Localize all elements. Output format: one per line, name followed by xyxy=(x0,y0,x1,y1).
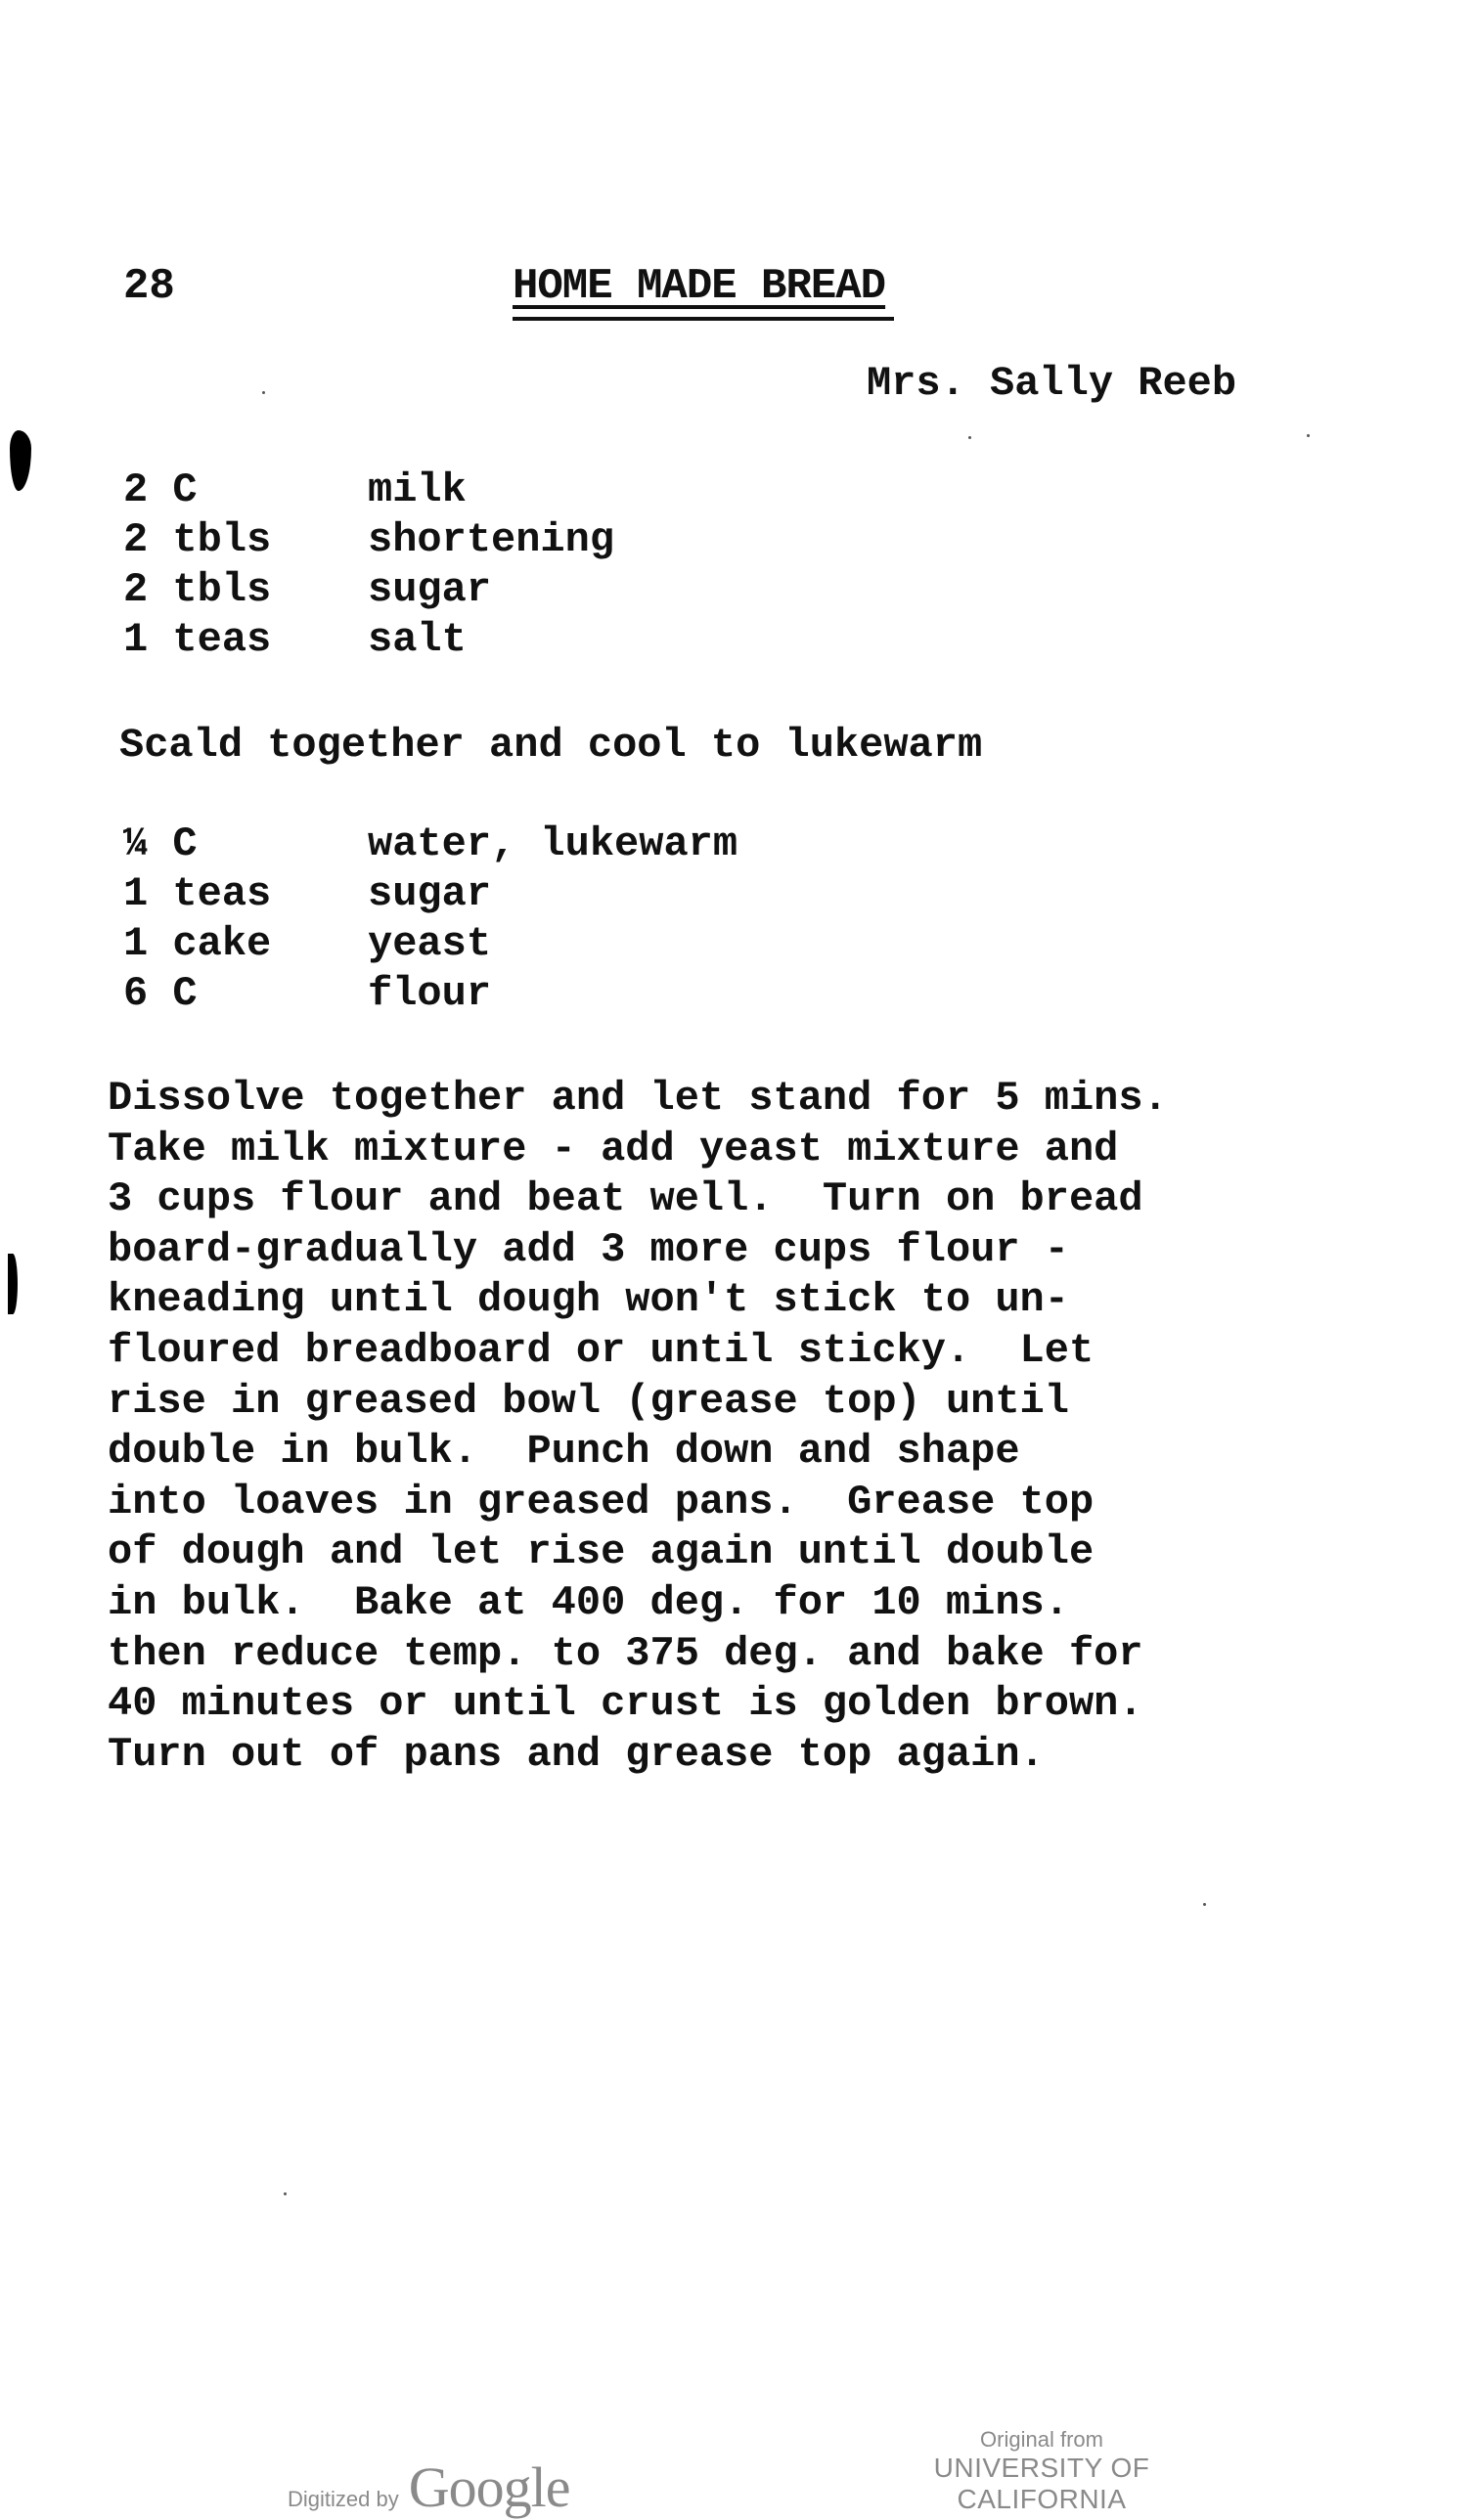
ingredient-name: salt xyxy=(368,616,467,663)
instruction-line: Dissolve together and let stand for 5 mins. xyxy=(108,1075,1168,1122)
ingredient-row xyxy=(123,919,738,969)
ingredient-name: yeast xyxy=(368,920,492,967)
ingredient-name: sugar xyxy=(368,870,492,917)
instruction-line: rise in greased bowl (grease top) until xyxy=(108,1377,1069,1425)
speck xyxy=(1203,1903,1206,1906)
instruction-line: floured breadboard or until sticky. Let xyxy=(108,1326,1095,1374)
speck xyxy=(284,2192,287,2195)
instruction-line: kneading until dough won't stick to un- xyxy=(108,1276,1069,1324)
ingredient-name: sugar xyxy=(368,566,492,613)
google-logo: Google xyxy=(408,2455,570,2519)
instruction-line: in bulk. Bake at 400 deg. for 10 mins. xyxy=(108,1578,1069,1626)
speck xyxy=(968,436,971,439)
ingredient-row xyxy=(123,515,614,565)
title-underline xyxy=(513,317,894,321)
university-label: UNIVERSITY OF CALIFORNIA xyxy=(933,2453,1150,2514)
instruction-line: board-gradually add 3 more cups flour - xyxy=(108,1225,1069,1273)
recipe-title: HOME MADE BREAD xyxy=(513,262,886,311)
instruction-line: Take milk mixture - add yeast mixture and xyxy=(108,1125,1119,1172)
instruction-line: double in bulk. Punch down and shape xyxy=(108,1428,1020,1476)
ingredient-row xyxy=(123,869,738,919)
ingredient-list-yeast xyxy=(123,819,738,1019)
step-text: Scald together and cool to lukewarm xyxy=(119,722,983,769)
page-number: 28 xyxy=(123,262,175,311)
ingredient-quantity: 1 cake xyxy=(123,920,272,967)
instructions-paragraph xyxy=(108,1074,1223,1780)
ingredient-row xyxy=(123,465,614,515)
instruction-line: into loaves in greased pans. Grease top xyxy=(108,1478,1095,1525)
ingredient-quantity: 1 teas xyxy=(123,616,272,663)
instruction-line: 3 cups flour and beat well. Turn on bread xyxy=(108,1175,1143,1223)
digitized-by-label: Digitized by xyxy=(288,2487,399,2511)
ingredient-row xyxy=(123,819,738,869)
instruction-line: 40 minutes or until crust is golden brown. xyxy=(108,1680,1143,1728)
ingredient-row xyxy=(123,615,614,665)
ingredient-name: shortening xyxy=(368,516,615,563)
ingredient-name: milk xyxy=(368,466,467,513)
ingredient-row xyxy=(123,969,738,1019)
ingredient-quantity: 1 teas xyxy=(123,870,272,917)
ingredient-list-milk xyxy=(123,465,614,665)
instruction-line: Turn out of pans and grease top again. xyxy=(108,1730,1045,1778)
instruction-line: of dough and let rise again until double xyxy=(108,1528,1095,1576)
ingredient-quantity: 2 C xyxy=(123,466,198,513)
digitized-by-watermark xyxy=(288,2454,569,2520)
ink-blot xyxy=(10,430,31,491)
ink-blot xyxy=(8,1254,18,1314)
speck xyxy=(1307,434,1310,437)
ingredient-name: flour xyxy=(368,970,492,1017)
ingredient-name: water, lukewarm xyxy=(368,820,738,867)
original-from-label: Original from xyxy=(980,2427,1103,2452)
ingredient-row xyxy=(123,565,614,615)
ingredient-quantity: ¼ C xyxy=(123,820,198,867)
speck xyxy=(262,391,265,394)
ingredient-quantity: 2 tbls xyxy=(123,516,272,563)
ingredient-quantity: 2 tbls xyxy=(123,566,272,613)
recipe-author: Mrs. Sally Reeb xyxy=(867,360,1237,407)
instruction-line: then reduce temp. to 375 deg. and bake for xyxy=(108,1629,1143,1677)
ingredient-quantity: 6 C xyxy=(123,970,198,1017)
